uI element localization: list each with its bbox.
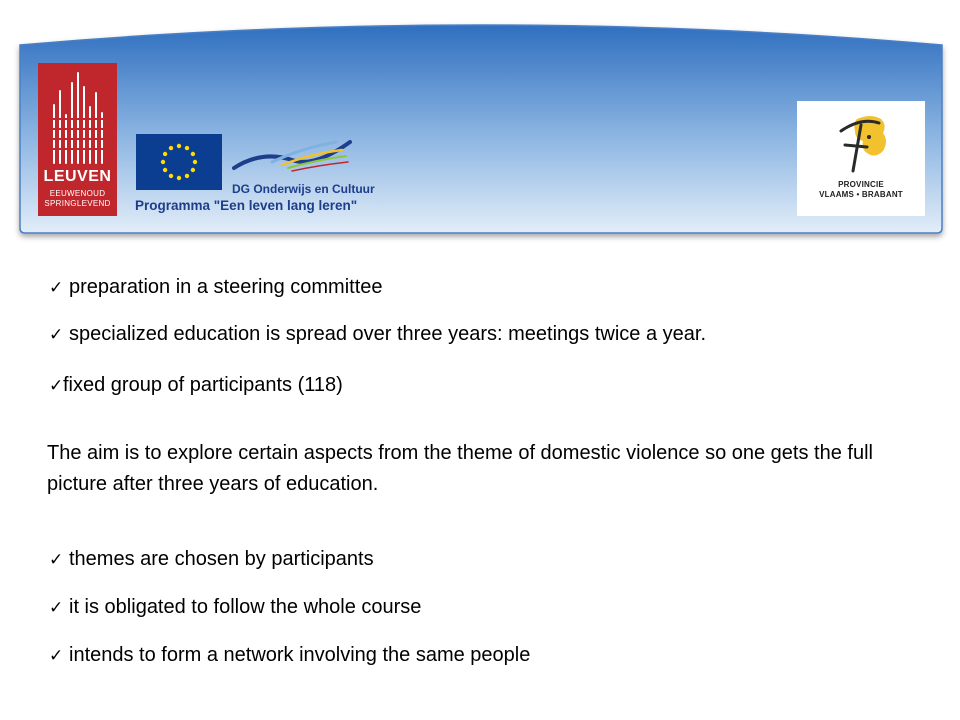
provincie-logo [797,101,925,216]
bullet-text: intends to form a network involving the same people [69,644,531,666]
check-icon: ✓ [49,278,64,297]
leuven-name: LEUVEN [43,168,112,185]
leuven-logo [38,63,117,216]
check-icon: ✓ [49,646,64,665]
provincie-line-2: VLAAMS • BRABANT [819,190,903,199]
bullet-item [49,373,343,398]
bullet-text: specialized education is spread over three years: meetings twice a year. [69,323,707,345]
header-banner [0,0,960,245]
bullet-text: fixed group of participants (118) [63,374,343,396]
check-icon: ✓ [49,550,64,569]
provincie-line-1: PROVINCIE [838,180,884,189]
leuven-tagline-2: SPRINGLEVEND [44,199,111,208]
bullet-item [49,547,374,572]
check-icon: ✓ [49,376,64,395]
bullet-item [49,322,706,347]
bullet-item [49,595,421,620]
bullet-text: themes are chosen by participants [69,548,374,570]
bullet-item [49,275,383,300]
check-icon: ✓ [49,325,64,344]
bullet-item [49,643,530,668]
aim-paragraph: The aim is to explore certain aspects from the theme of domestic violence so one gets the full picture after three years of education. [47,442,873,495]
dg-label: DG Onderwijs en Cultuur [232,182,375,196]
eu-flag-icon [136,134,222,190]
leuven-tagline-1: EEUWENOUD [49,189,106,198]
check-icon: ✓ [49,598,64,617]
bullet-text: it is obligated to follow the whole course [69,596,422,618]
lifelong-learning-swoosh-icon [232,138,352,180]
program-label: Programma "Een leven lang leren" [135,198,358,213]
provincie-emblem-icon [831,111,891,179]
bullet-text: preparation in a steering committee [69,276,383,298]
